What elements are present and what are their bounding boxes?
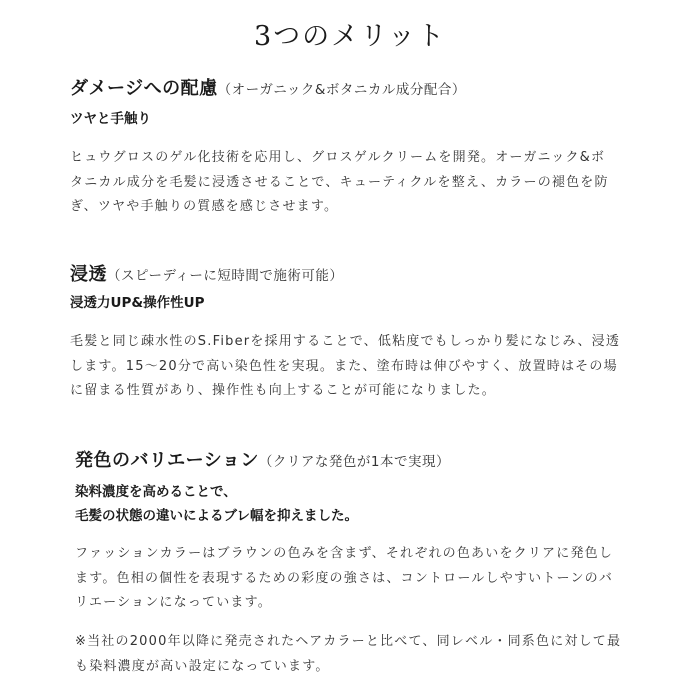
section-footnote: [75, 630, 621, 679]
paragraph-line: リエーションになっています。: [75, 595, 272, 610]
section-subheading: [70, 291, 205, 315]
section-paragraph: [70, 146, 609, 220]
section-heading-main: 発色のバリエーション: [75, 450, 259, 471]
subheading-line: 浸透力UP&操作性UP: [70, 295, 205, 311]
section-heading-note: （スピーディーに短時間で施術可能）: [107, 268, 344, 284]
section-heading-color-variation: [75, 444, 450, 472]
section-heading-note: （オーガニック&ボタニカル成分配合）: [217, 82, 466, 98]
section-heading-main: 浸透: [70, 264, 107, 285]
section-paragraph: [75, 542, 613, 616]
footnote-line: も染料濃度が高い設定になっています。: [75, 658, 330, 674]
subheading-line: ツヤと手触り: [70, 111, 151, 127]
subheading-line: 染料濃度を高めることで、: [75, 484, 237, 500]
section-heading-damage-care: [70, 72, 466, 100]
paragraph-line: 毛髪と同じ疎水性のS.Fiberを採用することで、低粘度でもしっかり髪になじみ、浸透: [70, 334, 621, 349]
section-paragraph: [70, 330, 620, 404]
paragraph-line: ヒュウグロスのゲル化技術を応用し、グロスゲルクリームを開発。オーガニック&ボ: [70, 150, 606, 165]
section-subheading: [70, 107, 151, 131]
paragraph-line: に留まる性質があり、操作性も向上することが可能になりました。: [70, 383, 497, 398]
paragraph-line: ぎ、ツヤや手触りの質感を感じさせます。: [70, 199, 339, 214]
footnote-line: ※当社の2000年以降に発売されたヘアカラーと比べて、同レベル・同系色に対して最: [75, 634, 622, 649]
section-heading-note: （クリアな発色が1本で実現）: [258, 454, 451, 470]
subheading-line: 毛髪の状態の違いによるブレ幅を抑えました。: [75, 508, 358, 524]
section-heading-penetration: [70, 258, 343, 286]
paragraph-line: ファッションカラーはブラウンの色みを含まず、それぞれの色あいをクリアに発色し: [75, 546, 614, 561]
paragraph-line: タニカル成分を毛髪に浸透させることで、キューティクルを整え、カラーの褪色を防: [70, 174, 609, 190]
section-heading-main: ダメージへの配慮: [70, 78, 218, 99]
paragraph-line: ます。色相の個性を表現するための彩度の強さは、コントロールしやすいトーンのバ: [75, 570, 614, 586]
paragraph-line: します。15〜20分で高い染色性を実現。また、塗布時は伸びやすく、放置時はその場: [70, 358, 618, 374]
section-subheading: [75, 480, 358, 528]
page-title: 3つのメリット: [253, 21, 447, 52]
